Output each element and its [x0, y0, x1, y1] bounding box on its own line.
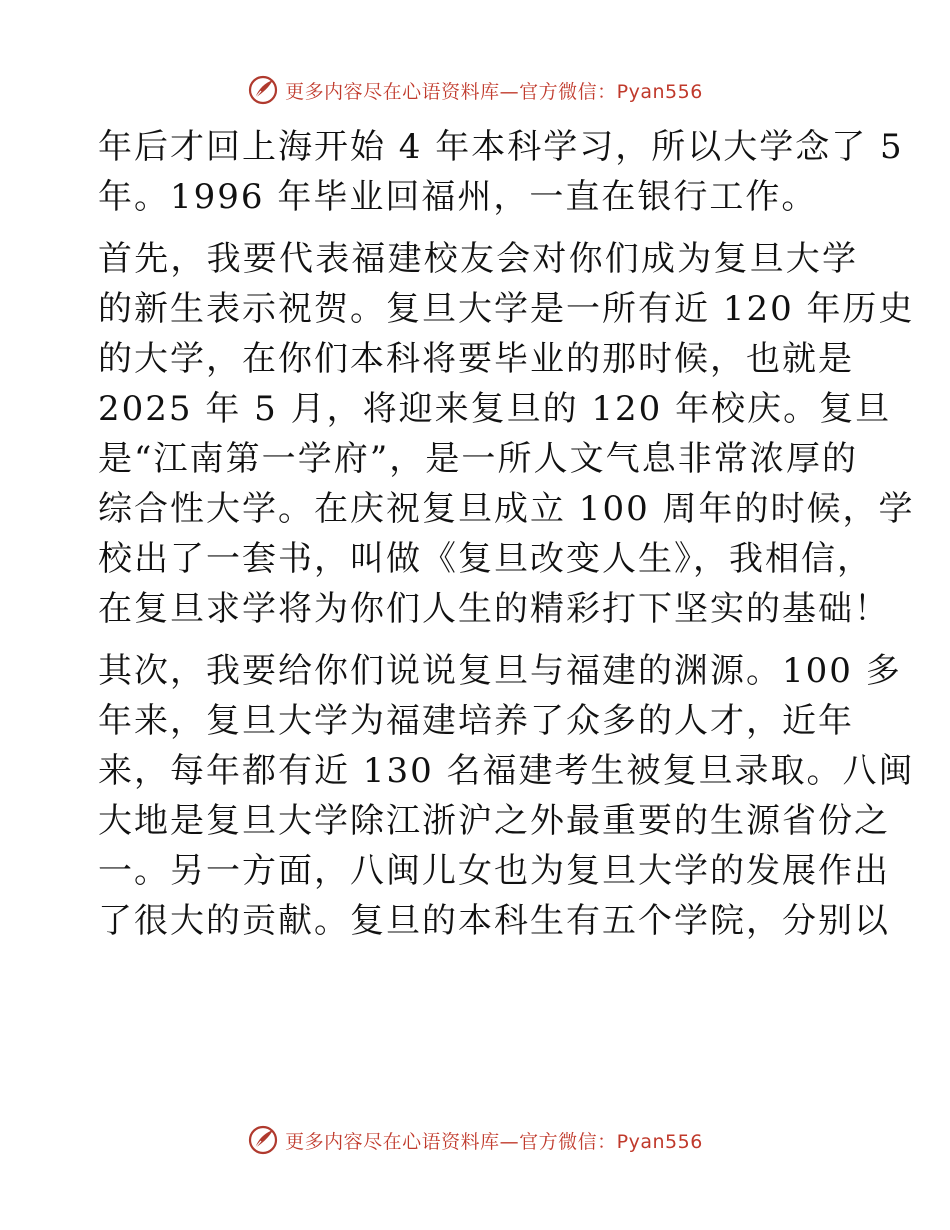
header-watermark [0, 70, 950, 110]
text-line: 的大学，在你们本科将要毕业的那时候，也就是 [98, 339, 854, 379]
text-line: 来，每年都有近 130 名福建考生被复旦录取。八闽 [98, 751, 915, 791]
text-line: 的新生表示祝贺。复旦大学是一所有近 120 年历史 [98, 289, 915, 329]
text-line: 大地是复旦大学除江浙沪之外最重要的生源省份之 [98, 801, 890, 841]
quill-logo-icon [247, 1124, 279, 1156]
text-line: 一。另一方面，八闽儿女也为复旦大学的发展作出 [98, 851, 890, 891]
text-line: 校出了一套书，叫做《复旦改变人生》，我相信， [98, 539, 873, 579]
watermark-text: 更多内容尽在心语资料库—官方微信：Pyan556 [285, 80, 703, 103]
text-line: 年后才回上海开始 4 年本科学习，所以大学念了 5 [98, 127, 904, 167]
text-line: 年。1996 年毕业回福州，一直在银行工作。 [98, 177, 818, 217]
watermark-text: 更多内容尽在心语资料库—官方微信：Pyan556 [285, 1130, 703, 1153]
text-line: 2025 年 5 月，将迎来复旦的 120 年校庆。复旦 [98, 389, 892, 429]
text-line: 了很大的贡献。复旦的本科生有五个学院，分别以 [98, 901, 890, 941]
quill-logo-icon [247, 74, 279, 106]
document-body [98, 122, 915, 958]
text-line: 首先，我要代表福建校友会对你们成为复旦大学 [98, 239, 858, 279]
paragraph-3 [98, 646, 915, 946]
text-line: 年来，复旦大学为福建培养了众多的人才，近年 [98, 701, 854, 741]
text-line: 其次，我要给你们说说复旦与福建的渊源。100 多 [98, 651, 902, 691]
paragraph-1 [98, 122, 904, 222]
text-line: 是“江南第一学府”，是一所人文气息非常浓厚的 [98, 439, 858, 479]
footer-watermark [0, 1120, 950, 1160]
text-line: 在复旦求学将为你们人生的精彩打下坚实的基础！ [98, 589, 890, 629]
paragraph-2 [98, 234, 915, 634]
text-line: 综合性大学。在庆祝复旦成立 100 周年的时候，学 [98, 489, 915, 529]
